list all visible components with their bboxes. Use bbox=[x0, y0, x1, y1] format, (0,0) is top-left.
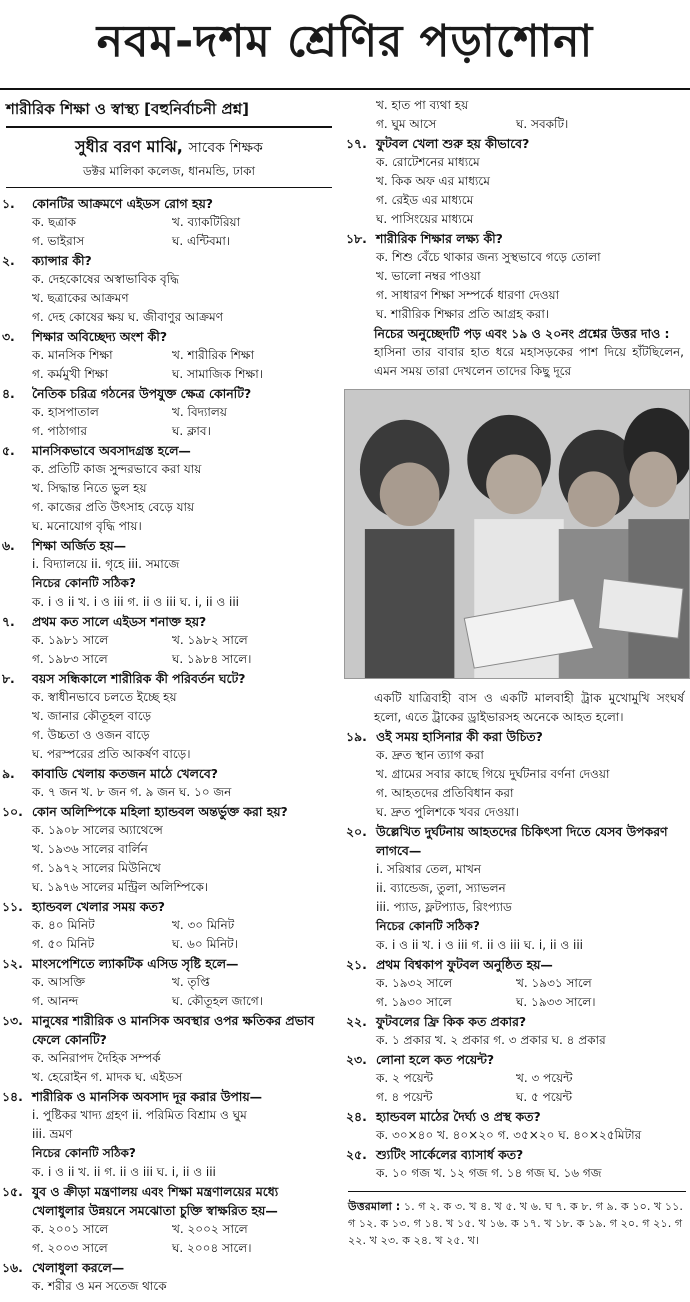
author-block bbox=[0, 134, 338, 183]
answer-key bbox=[348, 1191, 686, 1249]
section-title: শারীরিক শিক্ষা ও স্বাস্থ্য [বহুনির্বাচনী প্রশ্ন] bbox=[6, 98, 332, 128]
author-name: সুধীর বরণ মাঝি, সাবেক শিক্ষক bbox=[75, 137, 263, 156]
passage-text-2: একটি যাত্রিবাহী বাস ও একটি মালবাহী ট্রাক মুখোমুখি সংঘর্ষ হলো, এতে ট্রাকের ড্রাইভারসহ অনেকে আহত হলো। bbox=[374, 691, 684, 724]
question-21: ২১. প্রথম বিশ্বকাপ ফুটবল অনুষ্ঠিত হয়— ক. ১৯৩২ সালে খ. ১৯৩১ সালে গ. ১৯৩০ সালে ঘ. ১৯৩৩ সালে। bbox=[346, 957, 596, 1009]
question-19: ১৯. ওই সময় হাসিনার কী করা উচিত? ক. দ্রুত স্থান ত্যাগ করা খ. গ্রামের সবার কাছে গিয়ে দুর্ঘটনার বর্ণনা দেওয়া গ. আহতদের প্রতিবিধান করা ঘ. দ্রুত পুলিশকে খবর দেওয়া। bbox=[346, 729, 610, 819]
question-15: ১৫. যুব ও ক্রীড়া মন্ত্রণালয় এবং শিক্ষা মন্ত্রণালয়ের মধ্যে খেলাধুলার উন্নয়নে সমঝোতা চুক্তি স্বাক্ষরিত হয়— ক. ২০০১ সালে খ. ২০০২ সালে গ. ২০০৩ সালে ঘ. ২০০৪ সালে। bbox=[2, 1184, 279, 1255]
answer-key-text: ১. গ ২. ক ৩. খ ৪. খ ৫. খ ৬. ঘ ৭. ক ৮. গ ৯. ক ১০. খ ১১. গ ১২. ক ১৩. গ ১৪. খ ১৫. খ ১৬. ক ১৭. খ ১৮. ক ১৯. গ ২০. গ ২১. গ ২২. খ ২৩. ক ২৪. খ ২৫. খ। bbox=[348, 1200, 683, 1247]
passage-text-1: হাসিনা তার বাবার হাত ধরে মহাসড়কের পাশ দিয়ে হাঁটছিলেন, এমন সময় তারা দেখলেন তাদের কিছু দূরে bbox=[374, 345, 684, 378]
question-25: ২৫. শ্যুটিং সার্কেলের ব্যাসার্ধ কত? ক. ১০ গজ খ. ১২ গজ গ. ১৪ গজ ঘ. ১৬ গজ bbox=[346, 1147, 602, 1180]
question-3: ৩. শিক্ষার অবিচ্ছেদ্য অংশ কী? ক. মানসিক শিক্ষা খ. শারীরিক শিক্ষা গ. কর্মমুখী শিক্ষা ঘ. সামাজিক শিক্ষা। bbox=[2, 329, 263, 381]
question-1: ১. কোনটির আক্রমণে এইডস রোগ হয়? ক. ছত্রাক খ. ব্যাকটিরিয়া গ. ভাইরাস ঘ. এন্টিবমা। bbox=[2, 196, 241, 248]
masthead: নবম-দশম শ্রেণির পড়াশোনা bbox=[0, 0, 690, 90]
question-9: ৯. কাবাডি খেলায় কতজন মাঠে খেলবে? ক. ৭ জন খ. ৮ জন গ. ৯ জন ঘ. ১০ জন bbox=[2, 766, 232, 799]
question-18: ১৮. শারীরিক শিক্ষার লক্ষ্য কী? ক. শিশু বেঁচে থাকার জন্য সুস্থভাবে গড়ে তোলা খ. ভালো নম্বর পাওয়া গ. সাধারণ শিক্ষা সম্পর্কে ধারণা দেওয়া ঘ. শারীরিক শিক্ষার প্রতি আগ্রহ করা। bbox=[346, 231, 601, 321]
question-20: ২০. উল্লেখিত দুর্ঘটনায় আহতদের চিকিৎসা দিতে যেসব উপকরণ লাগবে— i. সরিষার তেল, মাখন ii. ব্যান্ডেজ, তুলা, স্যাভলন iii. প্যাড, ফ্লটপ্যাড, রিংপ্যাড নিচের কোনটি সঠিক? ক. i ও ii খ. i ও iii গ. ii ও iii ঘ. i, ii ও iii bbox=[346, 824, 668, 952]
question-10: ১০. কোন অলিম্পিকে মহিলা হ্যান্ডবল অন্তর্ভুক্ত করা হয়? ক. ১৯০৮ সালের অ্যাথেন্সে খ. ১৯৩৬ সালের বার্লিন গ. ১৯৭২ সালের মিউনিখে ঘ. ১৯৭৬ সালের মন্ট্রিল অলিম্পিকে। bbox=[2, 804, 288, 894]
students-reading-photo bbox=[344, 389, 690, 679]
author-institution: ডক্টর মালিকা কলেজ, ধানমন্ডি, ঢাকা bbox=[82, 164, 256, 178]
right-column bbox=[344, 96, 690, 1296]
question-13: ১৩. মানুষের শারীরিক ও মানসিক অবস্থার ওপর ক্ষতিকর প্রভাব ফেলে কোনটি? ক. অনিরাপদ দৈহিক সম্পর্ক খ. হেরোইন গ. মাদক ঘ. এইডস bbox=[2, 1013, 315, 1084]
question-8: ৮. বয়স সন্ধিকালে শারীরিক কী পরিবর্তন ঘটে? ক. স্বাধীনভাবে চলতে ইচ্ছে হয় খ. জানার কৌতূহল বাড়ে গ. উচ্চতা ও ওজন বাড়ে ঘ. পরস্পরের প্রতি আকর্ষণ বাড়ে। bbox=[2, 671, 246, 761]
question-11: ১১. হ্যান্ডবল খেলার সময় কত? ক. ৪০ মিনিট খ. ৩০ মিনিট গ. ৫০ মিনিট ঘ. ৬০ মিনিট। bbox=[2, 899, 238, 951]
question-14: ১৪. শারীরিক ও মানসিক অবসাদ দূর করার উপায়— i. পুষ্টিকর খাদ্য গ্রহণ ii. পরিমিত বিশ্রাম ও ঘুম iii. ভ্রমণ নিচের কোনটি সঠিক? ক. i ও ii খ. ii গ. ii ও iii ঘ. i, ii ও iii bbox=[2, 1089, 263, 1179]
author-divider bbox=[6, 187, 332, 188]
question-16-continued: খ. হাত পা ব্যথা হয় গ. ঘুম আসে ঘ. সবকটি। bbox=[376, 98, 569, 131]
question-23: ২৩. লোনা হলে কত পয়েন্ট? ক. ২ পয়েন্ট খ. ৩ পয়েন্ট গ. ৪ পয়েন্ট ঘ. ৫ পয়েন্ট bbox=[346, 1052, 573, 1104]
question-4: ৪. নৈতিক চরিত্র গঠনের উপযুক্ত ক্ষেত্র কোনটি? ক. হাসপাতাল খ. বিদ্যালয় গ. পাঠাগার ঘ. ক্লাব। bbox=[2, 386, 252, 438]
question-22: ২২. ফুটবলের ফ্রি কিক কত প্রকার? ক. ১ প্রকার খ. ২ প্রকার গ. ৩ প্রকার ঘ. ৪ প্রকার bbox=[346, 1014, 606, 1047]
answer-key-label: উত্তরমালা : bbox=[348, 1200, 401, 1213]
question-17: ১৭. ফুটবল খেলা শুরু হয় কীভাবে? ক. রোটেশনের মাধ্যমে খ. কিক অফ এর মাধ্যমে গ. রেইড এর মাধ্যমে ঘ. পাসিংয়ের মাধ্যমে bbox=[346, 136, 530, 226]
question-16: ১৬. খেলাধুলা করলে— ক. শরীর ও মন সতেজ থাকে bbox=[2, 1260, 167, 1293]
question-24: ২৪. হ্যান্ডবল মাঠের দৈর্ঘ্য ও প্রস্থ কত? ক. ৩০×৪০ খ. ৪০×২০ গ. ৩৫×২০ ঘ. ৪০×২৫মিটার bbox=[346, 1109, 642, 1142]
left-column bbox=[0, 96, 338, 1296]
question-5: ৫. মানসিকভাবে অবসাদগ্রস্ত হলে— ক. প্রতিটি কাজ সুন্দরভাবে করা যায় খ. সিদ্ধান্ত নিতে ভুল হয় গ. কাজের প্রতি উৎসাহ বেড়ে যায় ঘ. মনোযোগ বৃদ্ধি পায়। bbox=[2, 443, 202, 533]
passage-heading: নিচের অনুচ্ছেদটি পড় এবং ১৯ ও ২০নং প্রশ্নের উত্তর দাও : bbox=[374, 326, 670, 341]
question-7: ৭. প্রথম কত সালে এইডস শনাক্ত হয়? ক. ১৯৮১ সালে খ. ১৯৮২ সালে গ. ১৯৮৩ সালে ঘ. ১৯৮৪ সালে। bbox=[2, 614, 252, 666]
question-12: ১২. মাংসপেশিতে ল্যাকটিক এসিড সৃষ্টি হলে— ক. আসক্তি খ. তৃপ্তি গ. আনন্দ ঘ. কৌতূহল জাগে। bbox=[2, 956, 263, 1008]
question-6: ৬. শিক্ষা অর্জিত হয়— i. বিদ্যালয়ে ii. গৃহে iii. সমাজে নিচের কোনটি সঠিক? ক. i ও ii খ. i ও iii গ. ii ও iii ঘ. i, ii ও iii bbox=[2, 538, 239, 609]
question-2: ২. ক্যান্সার কী? ক. দেহকোষের অস্বাভাবিক বৃদ্ধি খ. ছত্রাকের আক্রমণ গ. দেহ কোষের ক্ষয় ঘ. জীবাণুর আক্রমণ bbox=[2, 253, 223, 324]
